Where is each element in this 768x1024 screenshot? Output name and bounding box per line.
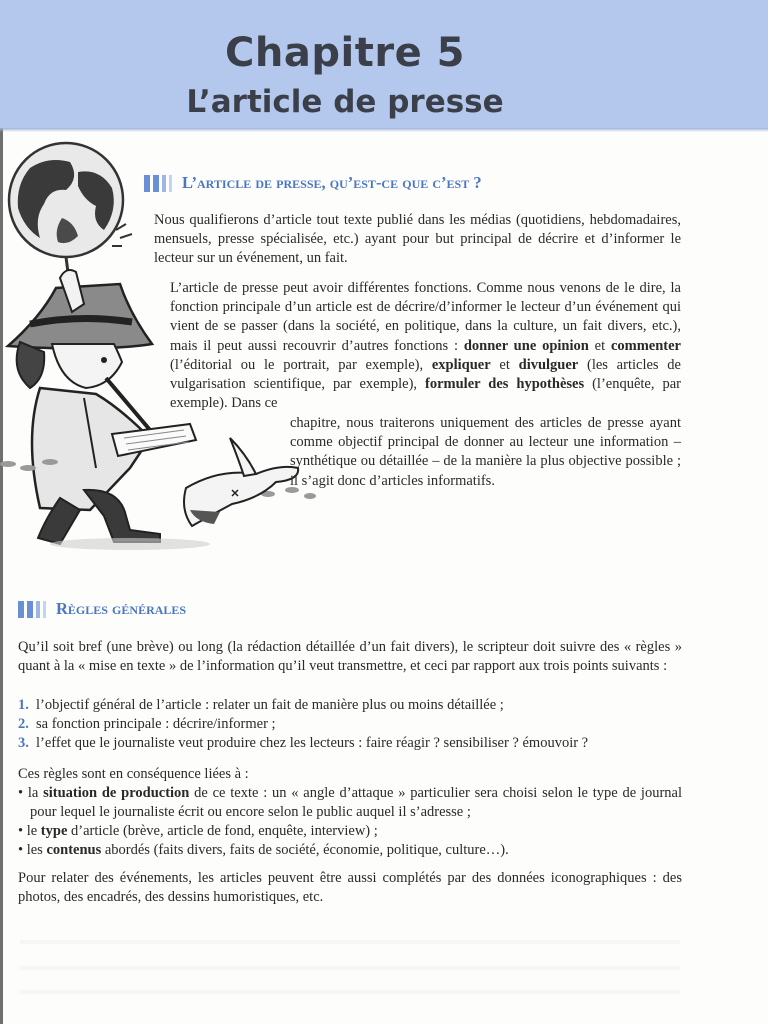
- globe-icon: [9, 143, 132, 257]
- numbered-list: [18, 696, 682, 753]
- functions-paragraph: L’article de presse peut avoir différentes fonctions. Comme nous venons de le dire, la fonction principale d’un article est de décrire/d’informer le lecteur d’un événement qui vient de se passer (dans la société, en politique, dans la culture, un fait divers, etc.), mais il peut aussi recouvrir d’autres fonctions : donner une opinion et commenter (l’éditorial ou le portrait, par exemple), expliquer et divulguer (les articles de vulgarisation scientifique, par exemple), formuler des hypothèses (l’enquête, par exemple). Dans ce: [170, 280, 681, 412]
- header-shadow: [0, 128, 768, 132]
- rules-intro-paragraph: Qu’il soit bref (une brève) ou long (la rédaction détaillée d’un fait divers), le scripteur doit suivre des « règles » quant à la « mise en texte » de l’information qu’il veut transmettre, et ceci par rapport aux trois points suivants :: [18, 639, 682, 674]
- list-item: • les contenus abordés (faits divers, faits de société, économie, politique, culture…).: [18, 842, 509, 858]
- list-item: 2. sa fonction principale : décrire/informer ;: [18, 716, 276, 732]
- show-through-line: [20, 990, 680, 994]
- section-heading-general-rules: Règles générales: [18, 599, 186, 619]
- list-item: 1. l’objectif général de l’article : relater un fait de manière plus ou moins détaillée ;: [18, 697, 504, 713]
- closing-paragraph: Pour relater des événements, les articles peuvent être aussi complétés par des données iconographiques : des photos, des encadrés, des dessins humoristiques, etc.: [18, 870, 682, 905]
- chapter-number: Chapitre 5: [225, 30, 465, 76]
- show-through-line: [20, 940, 680, 944]
- list-item: • le type d’article (brève, article de fond, enquête, interview) ;: [18, 823, 378, 839]
- bullet-list: [18, 784, 682, 860]
- heading-bars-icon: [144, 175, 172, 192]
- definition-paragraph: Nous qualifierons d’article tout texte publié dans les médias (quotidiens, hebdomadaires, mensuels, presse spécialisée, etc.) ayant pour but principal de décrire et d’informer le lecteur sur un événement, un fait.: [154, 212, 681, 267]
- list-item: • la situation de production de ce texte : un « angle d’attaque » particulier sera choisi selon le type de journal pour lequel le journaliste écrit ou encore selon le public auquel il s’adresse ;: [18, 785, 683, 820]
- consequence-line: Ces règles sont en conséquence liées à :: [18, 766, 249, 782]
- list-item: 3. l’effet que le journaliste veut produire chez les lecteurs : faire réagir ? sensibiliser ? émouvoir ?: [18, 735, 589, 751]
- section-heading-what-is-article: L’article de presse, qu’est-ce que c’est ?: [144, 173, 482, 193]
- heading-bars-icon: [18, 601, 46, 618]
- functions-paragraph-continued: chapitre, nous traiterons uniquement des articles de presse ayant comme objectif principal de donner au lecteur une information – synthétique ou détaillée – de la manière la plus objective possible ; il s’agit donc d’articles informatifs.: [290, 415, 681, 489]
- chapter-title: L’article de presse: [186, 84, 504, 120]
- show-through-line: [20, 966, 680, 970]
- lying-dog-icon: [184, 438, 298, 526]
